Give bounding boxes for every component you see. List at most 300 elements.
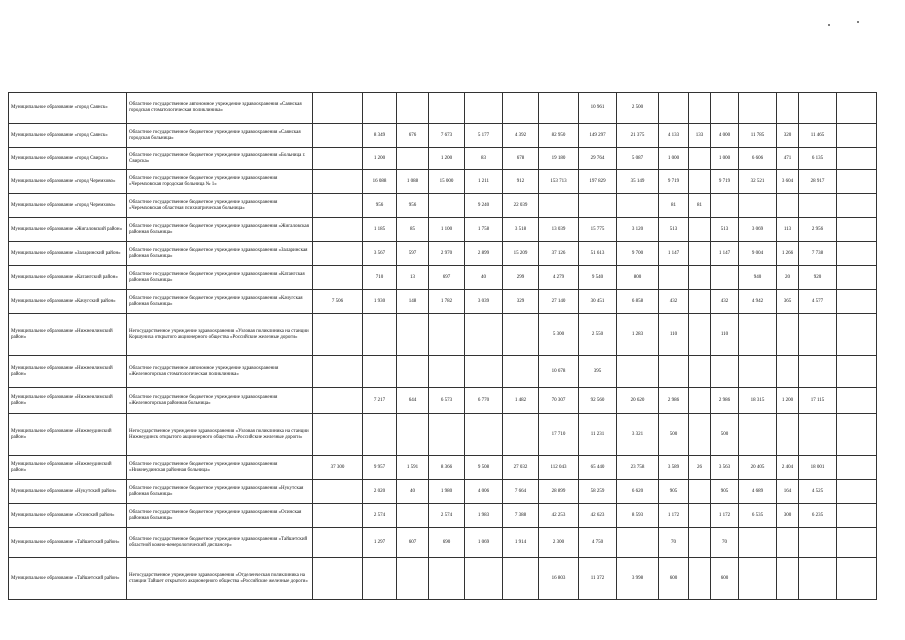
institution-cell: Областное государственное бюджетное учреждение здравоохранения «Нижнеудинская районная больница» xyxy=(127,456,313,480)
value-cell xyxy=(465,314,503,356)
value-cell: 10 961 xyxy=(579,93,617,124)
value-cell xyxy=(837,194,877,218)
value-cell xyxy=(799,414,837,456)
value-cell: 3 039 xyxy=(465,290,503,314)
value-cell: 1 100 xyxy=(429,218,465,242)
value-cell: 16 088 xyxy=(363,170,397,194)
value-cell: 299 xyxy=(503,266,539,290)
institution-cell: Негосударственное учреждение здравоохранения «Узловая поликлиника на станции Нижнеудинск открытого акционерного общества «Российские железные дороги» xyxy=(127,414,313,456)
table-row xyxy=(9,218,877,242)
value-cell: 9 540 xyxy=(579,266,617,290)
municipality-cell: Муниципальное образование «Нижнеилимский район» xyxy=(9,388,127,414)
table-row xyxy=(9,356,877,388)
value-cell: 3 069 xyxy=(739,218,777,242)
value-cell: 500 xyxy=(659,414,689,456)
value-cell xyxy=(659,356,689,388)
value-cell: 2 899 xyxy=(465,242,503,266)
value-cell: 30 451 xyxy=(579,290,617,314)
value-cell xyxy=(465,558,503,600)
value-cell: 28 917 xyxy=(799,170,837,194)
value-cell: 6 235 xyxy=(799,504,837,528)
value-cell xyxy=(539,194,579,218)
value-cell xyxy=(617,528,659,558)
value-cell: 365 xyxy=(777,290,799,314)
scan-speck xyxy=(857,21,859,23)
value-cell xyxy=(837,558,877,600)
value-cell: 92 560 xyxy=(579,388,617,414)
value-cell xyxy=(837,218,877,242)
value-cell: 3 321 xyxy=(617,414,659,456)
value-cell: 15 000 xyxy=(429,170,465,194)
value-cell: 2 986 xyxy=(711,388,739,414)
value-cell xyxy=(429,414,465,456)
value-cell: 1 914 xyxy=(503,528,539,558)
value-cell: 9 719 xyxy=(659,170,689,194)
institution-cell: Областное государственное бюджетное учреждение здравоохранения «Заларинская районная больница» xyxy=(127,242,313,266)
value-cell xyxy=(777,194,799,218)
value-cell: 1 211 xyxy=(465,170,503,194)
value-cell: 110 xyxy=(659,314,689,356)
value-cell xyxy=(617,356,659,388)
value-cell: 8 349 xyxy=(363,124,397,148)
value-cell: 905 xyxy=(711,480,739,504)
value-cell: 32 521 xyxy=(739,170,777,194)
value-cell: 1 283 xyxy=(617,314,659,356)
value-cell: 37 300 xyxy=(313,456,363,480)
value-cell: 7 738 xyxy=(799,242,837,266)
value-cell: 17 710 xyxy=(539,414,579,456)
value-cell xyxy=(313,414,363,456)
value-cell: 5 177 xyxy=(465,124,503,148)
value-cell: 607 xyxy=(397,528,429,558)
institution-cell: Негосударственное учреждение здравоохранения «Отделенческая поликлиника на станции Тайшет открытого акционерного общества «Российские железные дороги» xyxy=(127,558,313,600)
value-cell xyxy=(397,314,429,356)
municipality-cell: Муниципальное образование «город Саянск» xyxy=(9,124,127,148)
table-row xyxy=(9,194,877,218)
municipality-cell: Муниципальное образование «Нукутский район» xyxy=(9,480,127,504)
municipality-cell: Муниципальное образование «город Черемхово» xyxy=(9,194,127,218)
value-cell: 15 209 xyxy=(503,242,539,266)
value-cell: 329 xyxy=(503,290,539,314)
value-cell: 7 664 xyxy=(503,480,539,504)
value-cell xyxy=(397,414,429,456)
value-cell: 6 620 xyxy=(617,480,659,504)
value-cell: 6 573 xyxy=(429,388,465,414)
value-cell: 4 525 xyxy=(799,480,837,504)
value-cell: 1 297 xyxy=(363,528,397,558)
value-cell: 500 xyxy=(711,414,739,456)
value-cell xyxy=(313,314,363,356)
value-cell: 9 508 xyxy=(465,456,503,480)
value-cell: 2 500 xyxy=(617,93,659,124)
table-row xyxy=(9,504,877,528)
value-cell xyxy=(689,528,711,558)
institution-cell: Областное государственное автономное учреждение здравоохранения «Железногорская стоматологическая поликлиника» xyxy=(127,356,313,388)
value-cell xyxy=(777,356,799,388)
value-cell: 1 172 xyxy=(659,504,689,528)
value-cell: 35 149 xyxy=(617,170,659,194)
value-cell xyxy=(837,266,877,290)
value-cell xyxy=(777,528,799,558)
value-cell: 644 xyxy=(397,388,429,414)
value-cell: 15 775 xyxy=(579,218,617,242)
value-cell xyxy=(689,314,711,356)
value-cell: 6 606 xyxy=(739,148,777,170)
value-cell: 4 000 xyxy=(711,124,739,148)
value-cell: 149 297 xyxy=(579,124,617,148)
table-row xyxy=(9,480,877,504)
value-cell: 8 593 xyxy=(617,504,659,528)
value-cell xyxy=(313,194,363,218)
value-cell: 13 039 xyxy=(539,218,579,242)
value-cell: 40 xyxy=(465,266,503,290)
value-cell xyxy=(429,194,465,218)
value-cell: 1 980 xyxy=(429,480,465,504)
value-cell xyxy=(313,388,363,414)
value-cell xyxy=(799,356,837,388)
value-cell: 85 xyxy=(397,218,429,242)
value-cell xyxy=(837,480,877,504)
value-cell: 3 563 xyxy=(711,456,739,480)
value-cell xyxy=(837,93,877,124)
value-cell xyxy=(837,290,877,314)
value-cell xyxy=(689,558,711,600)
value-cell: 7 506 xyxy=(313,290,363,314)
value-cell xyxy=(429,356,465,388)
scan-speck xyxy=(828,24,830,26)
value-cell: 3 998 xyxy=(617,558,659,600)
value-cell xyxy=(689,148,711,170)
institution-cell: Областное государственное бюджетное учреждение здравоохранения «Железногорская районная больница» xyxy=(127,388,313,414)
value-cell xyxy=(503,314,539,356)
value-cell: 2 574 xyxy=(429,504,465,528)
value-cell: 51 613 xyxy=(579,242,617,266)
value-cell: 1 000 xyxy=(659,148,689,170)
value-cell xyxy=(799,314,837,356)
institution-cell: Областное государственное бюджетное учреждение здравоохранения «Тайшетский областной кожно-венерологический диспансер» xyxy=(127,528,313,558)
value-cell: 4 392 xyxy=(503,124,539,148)
value-cell: 432 xyxy=(711,290,739,314)
value-cell xyxy=(689,242,711,266)
value-cell xyxy=(313,148,363,170)
value-cell: 148 xyxy=(397,290,429,314)
value-cell: 29 764 xyxy=(579,148,617,170)
value-cell xyxy=(397,558,429,600)
municipality-cell: Муниципальное образование «Тайшетский район» xyxy=(9,528,127,558)
value-cell xyxy=(503,93,539,124)
value-cell: 4 006 xyxy=(465,480,503,504)
value-cell xyxy=(313,124,363,148)
value-cell xyxy=(363,93,397,124)
value-cell: 300 xyxy=(777,504,799,528)
value-cell xyxy=(397,356,429,388)
value-cell xyxy=(397,93,429,124)
value-cell xyxy=(837,356,877,388)
value-cell: 1 200 xyxy=(363,148,397,170)
value-cell: 7 388 xyxy=(503,504,539,528)
value-cell: 20 xyxy=(777,266,799,290)
municipality-cell: Муниципальное образование «Нижнеудинский район» xyxy=(9,456,127,480)
value-cell xyxy=(799,528,837,558)
value-cell xyxy=(313,504,363,528)
value-cell: 1 200 xyxy=(777,388,799,414)
value-cell xyxy=(313,266,363,290)
value-cell xyxy=(739,558,777,600)
value-cell: 1 147 xyxy=(659,242,689,266)
value-cell xyxy=(837,170,877,194)
value-cell xyxy=(363,356,397,388)
value-cell xyxy=(313,558,363,600)
municipality-cell: Муниципальное образование «Нижнеилимский район» xyxy=(9,356,127,388)
value-cell: 710 xyxy=(363,266,397,290)
value-cell: 600 xyxy=(711,558,739,600)
institution-cell: Областное государственное бюджетное учреждение здравоохранения «Жигаловская районная больница» xyxy=(127,218,313,242)
value-cell: 2 300 xyxy=(539,528,579,558)
value-cell: 471 xyxy=(777,148,799,170)
value-cell xyxy=(429,558,465,600)
table-row xyxy=(9,93,877,124)
value-cell xyxy=(739,356,777,388)
value-cell xyxy=(739,414,777,456)
table-row xyxy=(9,456,877,480)
value-cell: 9 700 xyxy=(617,242,659,266)
value-cell: 956 xyxy=(397,194,429,218)
value-cell: 133 xyxy=(689,124,711,148)
value-cell: 153 713 xyxy=(539,170,579,194)
value-cell: 28 899 xyxy=(539,480,579,504)
institution-cell: Областное государственное бюджетное учреждение здравоохранения «Осинская районная больница» xyxy=(127,504,313,528)
value-cell xyxy=(689,388,711,414)
value-cell: 1 983 xyxy=(465,504,503,528)
value-cell: 19 180 xyxy=(539,148,579,170)
value-cell: 112 043 xyxy=(539,456,579,480)
value-cell: 2 956 xyxy=(799,218,837,242)
value-cell: 1 782 xyxy=(429,290,465,314)
value-cell: 1 000 xyxy=(711,148,739,170)
value-cell xyxy=(539,93,579,124)
value-cell xyxy=(313,170,363,194)
value-cell: 164 xyxy=(777,480,799,504)
value-cell: 7 217 xyxy=(363,388,397,414)
value-cell: 940 xyxy=(739,266,777,290)
value-cell: 2 020 xyxy=(363,480,397,504)
value-cell xyxy=(429,93,465,124)
table-row xyxy=(9,148,877,170)
value-cell: 27 032 xyxy=(503,456,539,480)
value-cell: 4 133 xyxy=(659,124,689,148)
value-cell xyxy=(739,93,777,124)
value-cell: 1 758 xyxy=(465,218,503,242)
value-cell: 58 259 xyxy=(579,480,617,504)
value-cell: 2 404 xyxy=(777,456,799,480)
value-cell: 2 574 xyxy=(363,504,397,528)
value-cell: 13 xyxy=(397,266,429,290)
value-cell xyxy=(429,314,465,356)
value-cell: 20 620 xyxy=(617,388,659,414)
value-cell xyxy=(503,414,539,456)
value-cell xyxy=(777,93,799,124)
institution-cell: Областное государственное бюджетное учреждение здравоохранения «Черемховская областная психиатрическая больница» xyxy=(127,194,313,218)
value-cell: 83 xyxy=(465,148,503,170)
value-cell: 6 858 xyxy=(617,290,659,314)
value-cell xyxy=(397,504,429,528)
value-cell xyxy=(799,194,837,218)
value-cell: 3 518 xyxy=(503,218,539,242)
value-cell xyxy=(313,356,363,388)
value-cell: 11 372 xyxy=(579,558,617,600)
value-cell xyxy=(837,528,877,558)
value-cell: 956 xyxy=(363,194,397,218)
value-cell xyxy=(837,148,877,170)
value-cell xyxy=(799,93,837,124)
institution-cell: Областное государственное бюджетное учреждение здравоохранения «Нукутская районная больница» xyxy=(127,480,313,504)
value-cell: 6 135 xyxy=(799,148,837,170)
value-cell: 9 240 xyxy=(465,194,503,218)
value-cell: 432 xyxy=(659,290,689,314)
value-cell: 22 039 xyxy=(503,194,539,218)
municipality-cell: Муниципальное образование «город Свирск» xyxy=(9,148,127,170)
table-row xyxy=(9,528,877,558)
value-cell: 110 xyxy=(711,314,739,356)
value-cell xyxy=(837,456,877,480)
value-cell: 4 577 xyxy=(799,290,837,314)
value-cell xyxy=(579,194,617,218)
value-cell: 1 172 xyxy=(711,504,739,528)
value-cell xyxy=(689,480,711,504)
value-cell: 81 xyxy=(659,194,689,218)
value-cell xyxy=(739,314,777,356)
table-row xyxy=(9,290,877,314)
value-cell xyxy=(313,242,363,266)
value-cell: 1 591 xyxy=(397,456,429,480)
value-cell xyxy=(711,266,739,290)
value-cell: 82 950 xyxy=(539,124,579,148)
table-row xyxy=(9,414,877,456)
value-cell: 81 xyxy=(689,194,711,218)
value-cell: 9 957 xyxy=(363,456,397,480)
data-table xyxy=(8,92,877,600)
value-cell: 5 087 xyxy=(617,148,659,170)
value-cell xyxy=(465,93,503,124)
value-cell: 1 266 xyxy=(777,242,799,266)
value-cell xyxy=(837,414,877,456)
value-cell xyxy=(313,528,363,558)
value-cell xyxy=(739,194,777,218)
value-cell: 11 785 xyxy=(739,124,777,148)
value-cell xyxy=(659,93,689,124)
value-cell: 70 307 xyxy=(539,388,579,414)
value-cell xyxy=(503,356,539,388)
value-cell: 3 589 xyxy=(659,456,689,480)
value-cell: 65 440 xyxy=(579,456,617,480)
value-cell: 10 678 xyxy=(539,356,579,388)
value-cell: 113 xyxy=(777,218,799,242)
value-cell: 2 986 xyxy=(659,388,689,414)
value-cell: 42 253 xyxy=(539,504,579,528)
value-cell xyxy=(777,314,799,356)
value-cell xyxy=(711,194,739,218)
value-cell: 1 200 xyxy=(429,148,465,170)
value-cell: 1 069 xyxy=(465,528,503,558)
municipality-cell: Муниципальное образование «Нижнеилимский район» xyxy=(9,314,127,356)
value-cell xyxy=(689,504,711,528)
value-cell xyxy=(503,558,539,600)
value-cell: 9 719 xyxy=(711,170,739,194)
table-row xyxy=(9,558,877,600)
value-cell: 42 623 xyxy=(579,504,617,528)
value-cell: 9 004 xyxy=(739,242,777,266)
value-cell xyxy=(837,504,877,528)
institution-cell: Областное государственное бюджетное учреждение здравоохранения «Черемховская городская больница № 1» xyxy=(127,170,313,194)
value-cell: 513 xyxy=(659,218,689,242)
municipality-cell: Муниципальное образование «Жигаловский район» xyxy=(9,218,127,242)
value-cell: 697 xyxy=(429,266,465,290)
value-cell: 800 xyxy=(617,266,659,290)
value-cell: 17 115 xyxy=(799,388,837,414)
value-cell: 1 482 xyxy=(503,388,539,414)
value-cell xyxy=(711,356,739,388)
value-cell: 18 315 xyxy=(739,388,777,414)
value-cell: 4 942 xyxy=(739,290,777,314)
value-cell: 16 803 xyxy=(539,558,579,600)
value-cell xyxy=(313,480,363,504)
value-cell xyxy=(837,242,877,266)
value-cell xyxy=(837,388,877,414)
value-cell: 4 689 xyxy=(739,480,777,504)
table-row xyxy=(9,388,877,414)
value-cell xyxy=(465,414,503,456)
value-cell xyxy=(711,93,739,124)
value-cell: 395 xyxy=(579,356,617,388)
value-cell: 912 xyxy=(503,170,539,194)
value-cell xyxy=(617,194,659,218)
value-cell: 11 465 xyxy=(799,124,837,148)
value-cell: 1 147 xyxy=(711,242,739,266)
institution-cell: Негосударственное учреждение здравоохранения «Узловая поликлиника на станции Коршуниха открытого акционерного общества «Российские железные дороги» xyxy=(127,314,313,356)
value-cell: 7 673 xyxy=(429,124,465,148)
value-cell: 920 xyxy=(799,266,837,290)
table-row xyxy=(9,242,877,266)
municipality-cell: Муниципальное образование «город Саянск» xyxy=(9,93,127,124)
value-cell xyxy=(777,414,799,456)
municipality-cell: Муниципальное образование «Заларинский район» xyxy=(9,242,127,266)
value-cell: 320 xyxy=(777,124,799,148)
value-cell: 676 xyxy=(397,124,429,148)
value-cell xyxy=(689,218,711,242)
value-cell xyxy=(659,266,689,290)
value-cell: 6 770 xyxy=(465,388,503,414)
value-cell xyxy=(313,218,363,242)
value-cell xyxy=(363,414,397,456)
value-cell: 26 xyxy=(689,456,711,480)
value-cell: 1 185 xyxy=(363,218,397,242)
institution-cell: Областное государственное бюджетное учреждение здравоохранения «Саянская городская больница» xyxy=(127,124,313,148)
value-cell xyxy=(739,528,777,558)
value-cell: 70 xyxy=(711,528,739,558)
institution-cell: Областное государственное бюджетное учреждение здравоохранения «Катангская районная больница» xyxy=(127,266,313,290)
value-cell: 21 375 xyxy=(617,124,659,148)
table-row xyxy=(9,314,877,356)
value-cell: 2 970 xyxy=(429,242,465,266)
value-cell xyxy=(689,290,711,314)
municipality-cell: Муниципальное образование «Катангский район» xyxy=(9,266,127,290)
value-cell: 11 231 xyxy=(579,414,617,456)
value-cell xyxy=(689,414,711,456)
value-cell xyxy=(363,558,397,600)
value-cell xyxy=(689,170,711,194)
value-cell: 4 750 xyxy=(579,528,617,558)
value-cell xyxy=(777,558,799,600)
